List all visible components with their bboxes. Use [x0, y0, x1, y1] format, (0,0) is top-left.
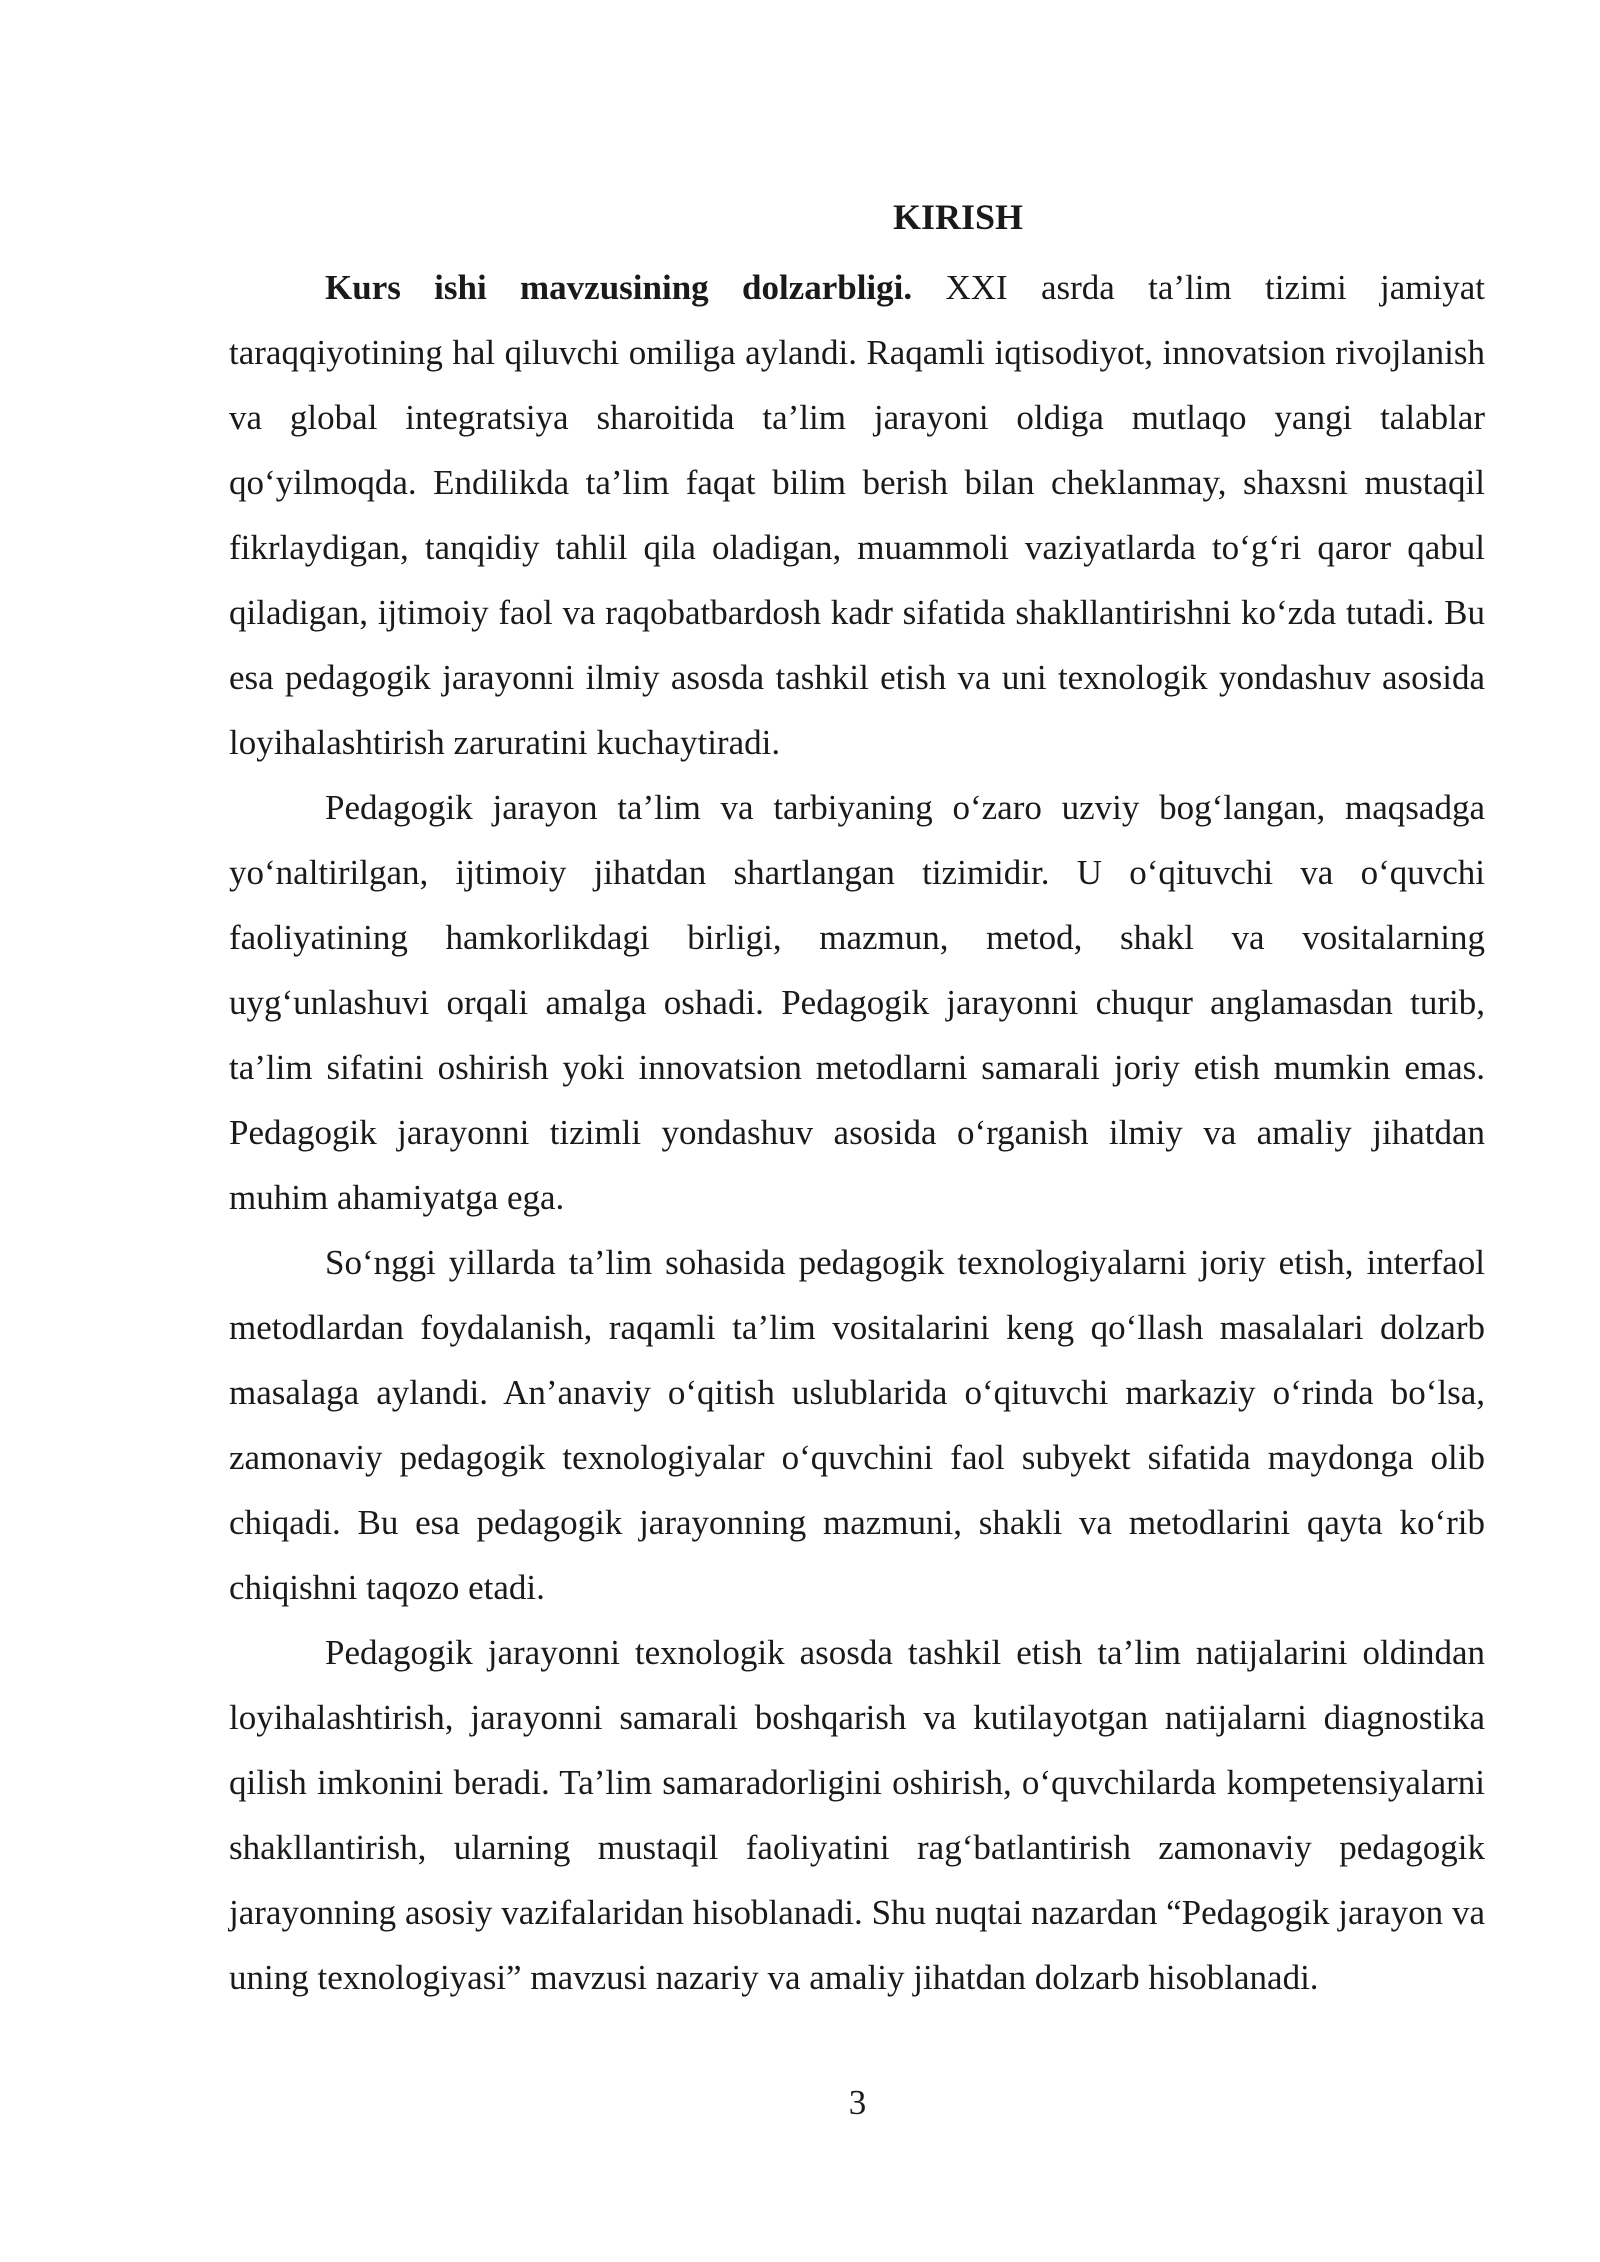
document-page [229, 192, 1485, 2010]
paragraph-technological-basis: Pedagogik jarayonni texnologik asosda tashkil etish ta’lim natijalarini oldindan loyihalashtirish, jarayonni samarali boshqarish va kutilayotgan natijalarni diagnostika qilish imkonini beradi. Ta’lim samaradorligini oshirish, o‘quvchilarda kompetensiyalarni shakllantirish, ularning mustaqil faoliyatini rag‘batlantirish zamonaviy pedagogik jarayonning asosiy vazifalaridan hisoblanadi. Shu nuqtai nazardan “Pedagogik jarayon va uning texnologiyasi” mavzusi nazariy va amaliy jihatdan dolzarb hisoblanadi. [229, 1633, 1485, 1997]
section-title: KIRISH [892, 197, 1024, 237]
paragraph-text: XXI asrda ta’lim tizimi jamiyat taraqqiyotining hal qiluvchi omiliga aylandi. Raqamli iqtisodiyot, innovatsion rivojlanish va global integratsiya sharoitida ta’lim jarayoni oldiga mutlaqo yangi talablar qo‘yilmoqda. Endilikda ta’lim faqat bilim berish bilan cheklanmay, shaxsni mustaqil fikrlaydigan, tanqidiy tahlil qila oladigan, muammoli vaziyatlarda to‘g‘ri qaror qabul qiladigan, ijtimoiy faol va raqobatbardosh kadr sifatida shakllantirishni ko‘zda tutadi. Bu esa pedagogik jarayonni ilmiy asosda tashkil etish va uni texnologik yondashuv asosida loyihalashtirish zaruratini kuchaytiradi. [229, 268, 1485, 762]
paragraph-lead: Kurs ishi mavzusining dolzarbligi. [325, 268, 913, 307]
paragraph-relevance [229, 255, 1485, 775]
paragraph-technologies: So‘nggi yillarda ta’lim sohasida pedagogik texnologiyalarni joriy etish, interfaol metodlardan foydalanish, raqamli ta’lim vositalarini keng qo‘llash masalalari dolzarb masalaga aylandi. An’anaviy o‘qitish uslublarida o‘qituvchi markaziy o‘rinda bo‘lsa, zamonaviy pedagogik texnologiyalar o‘quvchini faol subyekt sifatida maydonga olib chiqadi. Bu esa pedagogik jarayonning mazmuni, shakli va metodlarini qayta ko‘rib chiqishni taqozo etadi. [229, 1243, 1485, 1607]
page-number: 3 [848, 2083, 867, 2122]
paragraph-pedagogical-process: Pedagogik jarayon ta’lim va tarbiyaning o‘zaro uzviy bog‘langan, maqsadga yo‘naltirilgan, ijtimoiy jihatdan shartlangan tizimidir. U o‘qituvchi va o‘quvchi faoliyatining hamkorlikdagi birligi, mazmun, metod, shakl va vositalarning uyg‘unlashuvi orqali amalga oshadi. Pedagogik jarayonni chuqur anglamasdan turib, ta’lim sifatini oshirish yoki innovatsion metodlarni samarali joriy etish mumkin emas. Pedagogik jarayonni tizimli yondashuv asosida o‘rganish ilmiy va amaliy jihatdan muhim ahamiyatga ega. [229, 788, 1485, 1217]
